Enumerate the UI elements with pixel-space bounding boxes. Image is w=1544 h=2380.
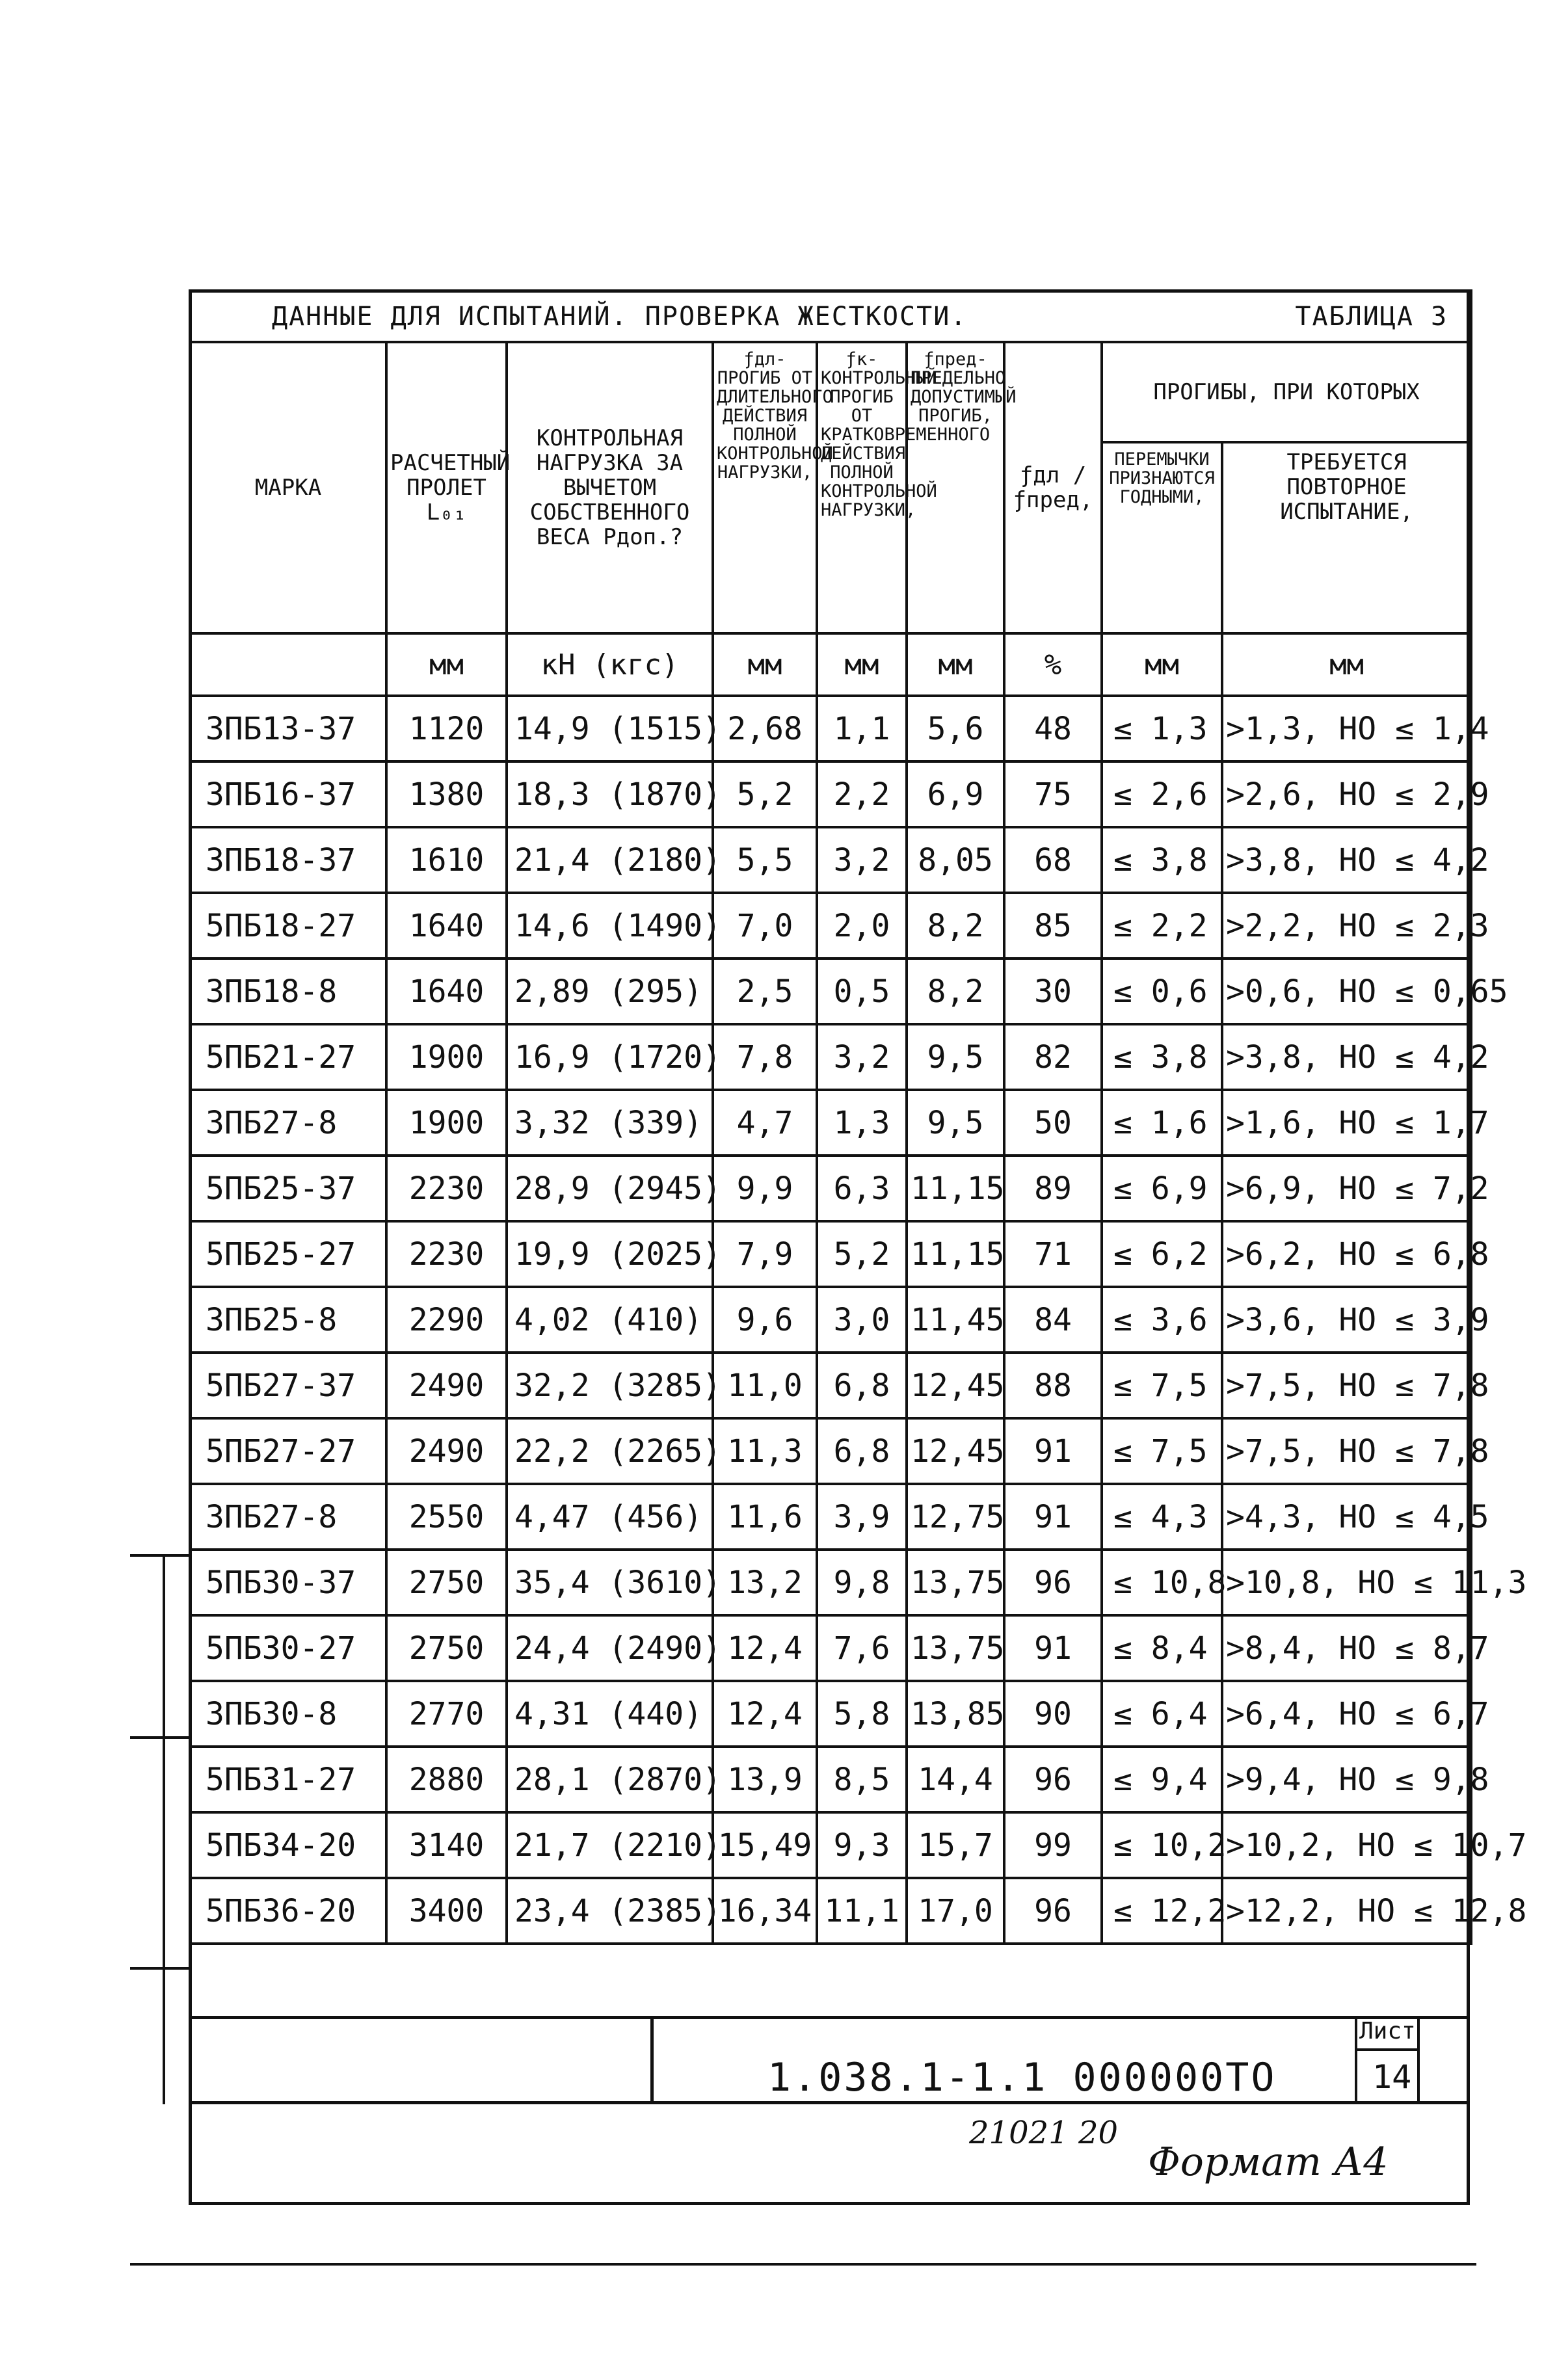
cell-povtor: >12,2, НО ≤ 12,8	[1222, 1878, 1471, 1944]
cell-povtor: >3,6, НО ≤ 3,9	[1222, 1287, 1471, 1353]
cell-f-dl: 9,9	[713, 1156, 817, 1221]
cell-f-dl: 12,4	[713, 1681, 817, 1747]
cell-f-dl: 11,0	[713, 1353, 817, 1418]
cell-f-dl: 4,7	[713, 1090, 817, 1156]
cell-f-pred: 11,15	[907, 1221, 1004, 1287]
unit-cell: мм	[713, 633, 817, 696]
cell-ratio: 91	[1004, 1418, 1102, 1484]
cell-ratio: 90	[1004, 1681, 1102, 1747]
cell-godnye: ≤ 7,5	[1102, 1418, 1222, 1484]
unit-cell: мм	[1102, 633, 1222, 696]
cell-f-pred: 8,2	[907, 959, 1004, 1024]
cell-f-pred: 13,75	[907, 1550, 1004, 1615]
cell-marka: 3ПБ27-8	[190, 1090, 386, 1156]
cell-f-k: 2,0	[817, 893, 907, 959]
cell-godnye: ≤ 2,6	[1102, 761, 1222, 827]
unit-cell: мм	[907, 633, 1004, 696]
cell-f-dl: 5,5	[713, 827, 817, 893]
cell-nagruzka: 28,1 (2870)	[507, 1747, 713, 1812]
cell-godnye: ≤ 7,5	[1102, 1353, 1222, 1418]
cell-prolet: 1900	[386, 1090, 507, 1156]
table-row	[190, 1418, 1471, 1484]
table-row	[190, 1024, 1471, 1090]
header-godnye: ПЕРЕМЫЧКИ ПРИЗНАЮТСЯ ГОДНЫМИ,	[1102, 442, 1222, 633]
cell-nagruzka: 19,9 (2025)	[507, 1221, 713, 1287]
cell-f-pred: 6,9	[907, 761, 1004, 827]
units-row	[190, 633, 1471, 696]
cell-prolet: 1900	[386, 1024, 507, 1090]
table-row	[190, 959, 1471, 1024]
cell-f-k: 6,3	[817, 1156, 907, 1221]
cell-povtor: >3,8, НО ≤ 4,2	[1222, 827, 1471, 893]
cell-ratio: 48	[1004, 696, 1102, 761]
cell-nagruzka: 24,4 (2490)	[507, 1615, 713, 1681]
cell-ratio: 85	[1004, 893, 1102, 959]
cell-marka: 5ПБ27-27	[190, 1418, 386, 1484]
cell-povtor: >6,2, НО ≤ 6,8	[1222, 1221, 1471, 1287]
cell-f-dl: 11,3	[713, 1418, 817, 1484]
sheet-divider	[1355, 2048, 1420, 2051]
cell-f-k: 11,1	[817, 1878, 907, 1944]
cell-marka: 5ПБ18-27	[190, 893, 386, 959]
cell-godnye: ≤ 6,4	[1102, 1681, 1222, 1747]
header-f-pred: ƒпред- ПРЕДЕЛЬНО ДОПУСТИМЫЙ ПРОГИБ,	[907, 342, 1004, 633]
cell-f-dl: 7,9	[713, 1221, 817, 1287]
cell-prolet: 1610	[386, 827, 507, 893]
cell-marka: 3ПБ18-37	[190, 827, 386, 893]
cell-f-pred: 15,7	[907, 1812, 1004, 1878]
cell-f-dl: 9,6	[713, 1287, 817, 1353]
unit-cell	[190, 633, 386, 696]
cell-f-pred: 11,45	[907, 1287, 1004, 1353]
cell-godnye: ≤ 4,3	[1102, 1484, 1222, 1550]
cell-prolet: 3140	[386, 1812, 507, 1878]
table-row	[190, 1156, 1471, 1221]
cell-ratio: 96	[1004, 1550, 1102, 1615]
cell-nagruzka: 4,02 (410)	[507, 1287, 713, 1353]
cell-f-k: 3,0	[817, 1287, 907, 1353]
cell-nagruzka: 32,2 (3285)	[507, 1353, 713, 1418]
cell-ratio: 96	[1004, 1878, 1102, 1944]
cell-nagruzka: 22,2 (2265)	[507, 1418, 713, 1484]
cell-marka: 5ПБ21-27	[190, 1024, 386, 1090]
left-stub-line	[130, 1967, 190, 1970]
cell-ratio: 99	[1004, 1812, 1102, 1878]
cell-f-dl: 5,2	[713, 761, 817, 827]
cell-f-pred: 17,0	[907, 1878, 1004, 1944]
unit-cell: %	[1004, 633, 1102, 696]
cell-ratio: 68	[1004, 827, 1102, 893]
sheet-number: 14	[1372, 2058, 1412, 2096]
cell-f-k: 2,2	[817, 761, 907, 827]
cell-f-k: 8,5	[817, 1747, 907, 1812]
cell-godnye: ≤ 8,4	[1102, 1615, 1222, 1681]
header-prolet: РАСЧЕТНЫЙ ПРОЛЕТ L₀₁	[386, 342, 507, 633]
cell-f-dl: 7,8	[713, 1024, 817, 1090]
cell-f-k: 5,2	[817, 1221, 907, 1287]
cell-prolet: 2230	[386, 1221, 507, 1287]
cell-f-dl: 16,34	[713, 1878, 817, 1944]
cell-f-k: 9,8	[817, 1550, 907, 1615]
cell-nagruzka: 35,4 (3610)	[507, 1550, 713, 1615]
cell-povtor: >8,4, НО ≤ 8,7	[1222, 1615, 1471, 1681]
header-f-dl: ƒдл- ПРОГИБ ОТ ДЛИТЕЛЬНОГО ДЕЙСТВИЯ ПОЛНОЙ КОНТРОЛЬНОЙ НАГРУЗКИ,	[713, 342, 817, 633]
table-row	[190, 696, 1471, 761]
table-row	[190, 1615, 1471, 1681]
cell-godnye: ≤ 1,3	[1102, 696, 1222, 761]
cell-prolet: 2290	[386, 1287, 507, 1353]
table-row	[190, 1878, 1471, 1944]
cell-ratio: 88	[1004, 1353, 1102, 1418]
cell-prolet: 3400	[386, 1878, 507, 1944]
left-stub-line	[130, 1554, 190, 1557]
cell-f-pred: 5,6	[907, 696, 1004, 761]
cell-marka: 3ПБ25-8	[190, 1287, 386, 1353]
cell-nagruzka: 2,89 (295)	[507, 959, 713, 1024]
cell-f-dl: 12,4	[713, 1615, 817, 1681]
cell-povtor: >1,3, НО ≤ 1,4	[1222, 696, 1471, 761]
cell-marka: 3ПБ18-8	[190, 959, 386, 1024]
cell-nagruzka: 14,6 (1490)	[507, 893, 713, 959]
table-row	[190, 1090, 1471, 1156]
table-row	[190, 827, 1471, 893]
cell-prolet: 2750	[386, 1550, 507, 1615]
cell-povtor: >6,9, НО ≤ 7,2	[1222, 1156, 1471, 1221]
cell-f-pred: 14,4	[907, 1747, 1004, 1812]
cell-nagruzka: 28,9 (2945)	[507, 1156, 713, 1221]
header-marka: МАРКА	[190, 342, 386, 633]
cell-nagruzka: 3,32 (339)	[507, 1090, 713, 1156]
cell-prolet: 2490	[386, 1418, 507, 1484]
cell-f-k: 7,6	[817, 1615, 907, 1681]
table-title: ДАННЫЕ ДЛЯ ИСПЫТАНИЙ. ПРОВЕРКА ЖЕСТКОСТИ.	[272, 301, 968, 332]
cell-ratio: 91	[1004, 1615, 1102, 1681]
cell-prolet: 2550	[386, 1484, 507, 1550]
unit-cell: кН (кгс)	[507, 633, 713, 696]
cell-ratio: 91	[1004, 1484, 1102, 1550]
cell-f-k: 1,3	[817, 1090, 907, 1156]
cell-nagruzka: 14,9 (1515)	[507, 696, 713, 761]
header-nagruzka: КОНТРОЛЬНАЯ НАГРУЗКА ЗА ВЫЧЕТОМ СОБСТВЕННОГО ВЕСА Pдоп.?	[507, 342, 713, 633]
cell-f-dl: 15,49	[713, 1812, 817, 1878]
table-row	[190, 761, 1471, 827]
document-code: 1.038.1-1.1 000000ТО	[767, 2055, 1277, 2100]
cell-povtor: >6,4, НО ≤ 6,7	[1222, 1681, 1471, 1747]
cell-prolet: 2750	[386, 1615, 507, 1681]
cell-povtor: >2,6, НО ≤ 2,9	[1222, 761, 1471, 827]
cell-prolet: 2880	[386, 1747, 507, 1812]
cell-f-k: 6,8	[817, 1418, 907, 1484]
cell-f-k: 3,2	[817, 827, 907, 893]
cell-povtor: >9,4, НО ≤ 9,8	[1222, 1747, 1471, 1812]
cell-f-pred: 11,15	[907, 1156, 1004, 1221]
cell-ratio: 75	[1004, 761, 1102, 827]
cell-godnye: ≤ 12,2	[1102, 1878, 1222, 1944]
header-f-k: ƒк- КОНТРОЛЬНЫЙ ПРОГИБ ОТ КРАТКОВРЕМЕННОГО ДЕЙСТВИЯ ПОЛНОЙ КОНТРОЛЬНОЙ НАГРУЗКИ,	[817, 342, 907, 633]
table-row	[190, 1747, 1471, 1812]
table-row	[190, 1681, 1471, 1747]
cell-godnye: ≤ 2,2	[1102, 893, 1222, 959]
table-title-row	[190, 291, 1471, 342]
cell-nagruzka: 18,3 (1870)	[507, 761, 713, 827]
cell-f-dl: 7,0	[713, 893, 817, 959]
cell-marka: 5ПБ31-27	[190, 1747, 386, 1812]
cell-f-pred: 9,5	[907, 1090, 1004, 1156]
table-number: ТАБЛИЦА 3	[1295, 301, 1448, 332]
table-row	[190, 1287, 1471, 1353]
cell-ratio: 50	[1004, 1090, 1102, 1156]
cell-marka: 5ПБ36-20	[190, 1878, 386, 1944]
sheet-label: Лист	[1359, 2018, 1416, 2044]
cell-prolet: 2490	[386, 1353, 507, 1418]
cell-marka: 5ПБ25-37	[190, 1156, 386, 1221]
table-row	[190, 1550, 1471, 1615]
cell-marka: 5ПБ30-37	[190, 1550, 386, 1615]
cell-nagruzka: 4,31 (440)	[507, 1681, 713, 1747]
header-povtor: ТРЕБУЕТСЯ ПОВТОРНОЕ ИСПЫТАНИЕ,	[1222, 442, 1471, 633]
cell-ratio: 71	[1004, 1221, 1102, 1287]
cell-marka: 3ПБ16-37	[190, 761, 386, 827]
cell-povtor: >0,6, НО ≤ 0,65	[1222, 959, 1471, 1024]
cell-f-k: 3,9	[817, 1484, 907, 1550]
cell-f-k: 1,1	[817, 696, 907, 761]
cell-f-dl: 13,9	[713, 1747, 817, 1812]
cell-f-dl: 11,6	[713, 1484, 817, 1550]
cell-f-pred: 12,75	[907, 1484, 1004, 1550]
cell-prolet: 1120	[386, 696, 507, 761]
cell-prolet: 1380	[386, 761, 507, 827]
cell-ratio: 84	[1004, 1287, 1102, 1353]
cell-prolet: 2770	[386, 1681, 507, 1747]
left-stub-line	[130, 1736, 190, 1739]
header-progiby: ПРОГИБЫ, ПРИ КОТОРЫХ	[1102, 342, 1471, 442]
left-margin-line	[163, 1554, 165, 2104]
cell-ratio: 96	[1004, 1747, 1102, 1812]
cell-nagruzka: 23,4 (2385)	[507, 1878, 713, 1944]
cell-f-pred: 8,2	[907, 893, 1004, 959]
unit-cell: мм	[386, 633, 507, 696]
cell-f-k: 0,5	[817, 959, 907, 1024]
cell-godnye: ≤ 6,9	[1102, 1156, 1222, 1221]
cell-povtor: >3,8, НО ≤ 4,2	[1222, 1024, 1471, 1090]
table-row	[190, 1812, 1471, 1878]
table-row	[190, 1484, 1471, 1550]
cell-f-k: 3,2	[817, 1024, 907, 1090]
cell-f-pred: 12,45	[907, 1353, 1004, 1418]
page-bottom-line	[130, 2263, 1476, 2266]
inventory-number: 21021 20	[969, 2115, 1119, 2151]
cell-marka: 3ПБ27-8	[190, 1484, 386, 1550]
cell-nagruzka: 21,7 (2210)	[507, 1812, 713, 1878]
cell-godnye: ≤ 10,8	[1102, 1550, 1222, 1615]
cell-povtor: >7,5, НО ≤ 7,8	[1222, 1353, 1471, 1418]
cell-povtor: >10,8, НО ≤ 11,3	[1222, 1550, 1471, 1615]
cell-godnye: ≤ 3,8	[1102, 827, 1222, 893]
unit-cell: мм	[1222, 633, 1471, 696]
cell-godnye: ≤ 6,2	[1102, 1221, 1222, 1287]
cell-marka: 3ПБ30-8	[190, 1681, 386, 1747]
cell-povtor: >10,2, НО ≤ 10,7	[1222, 1812, 1471, 1878]
cell-godnye: ≤ 1,6	[1102, 1090, 1222, 1156]
cell-marka: 5ПБ34-20	[190, 1812, 386, 1878]
cell-ratio: 89	[1004, 1156, 1102, 1221]
cell-nagruzka: 4,47 (456)	[507, 1484, 713, 1550]
header-ratio: ƒдл / ƒпред,	[1004, 342, 1102, 633]
cell-marka: 5ПБ25-27	[190, 1221, 386, 1287]
cell-f-dl: 13,2	[713, 1550, 817, 1615]
cell-f-pred: 13,75	[907, 1615, 1004, 1681]
unit-cell: мм	[817, 633, 907, 696]
cell-marka: 5ПБ27-37	[190, 1353, 386, 1418]
cell-povtor: >4,3, НО ≤ 4,5	[1222, 1484, 1471, 1550]
cell-godnye: ≤ 3,6	[1102, 1287, 1222, 1353]
cell-povtor: >1,6, НО ≤ 1,7	[1222, 1090, 1471, 1156]
table-row	[190, 1221, 1471, 1287]
cell-godnye: ≤ 10,2	[1102, 1812, 1222, 1878]
cell-f-pred: 13,85	[907, 1681, 1004, 1747]
cell-ratio: 30	[1004, 959, 1102, 1024]
cell-godnye: ≤ 0,6	[1102, 959, 1222, 1024]
cell-prolet: 2230	[386, 1156, 507, 1221]
cell-povtor: >7,5, НО ≤ 7,8	[1222, 1418, 1471, 1484]
cell-f-dl: 2,68	[713, 696, 817, 761]
cell-povtor: >2,2, НО ≤ 2,3	[1222, 893, 1471, 959]
table-row	[190, 893, 1471, 959]
cell-f-pred: 8,05	[907, 827, 1004, 893]
stiffness-table	[189, 289, 1527, 1945]
cell-f-dl: 2,5	[713, 959, 817, 1024]
cell-f-k: 9,3	[817, 1812, 907, 1878]
cell-f-pred: 12,45	[907, 1418, 1004, 1484]
cell-prolet: 1640	[386, 893, 507, 959]
cell-f-k: 6,8	[817, 1353, 907, 1418]
format-label: Формат А4	[1148, 2139, 1389, 2185]
cell-marka: 5ПБ30-27	[190, 1615, 386, 1681]
cell-nagruzka: 21,4 (2180)	[507, 827, 713, 893]
cell-ratio: 82	[1004, 1024, 1102, 1090]
cell-f-k: 5,8	[817, 1681, 907, 1747]
table-row	[190, 1353, 1471, 1418]
cell-godnye: ≤ 3,8	[1102, 1024, 1222, 1090]
cell-marka: 3ПБ13-37	[190, 696, 386, 761]
cell-godnye: ≤ 9,4	[1102, 1747, 1222, 1812]
cell-prolet: 1640	[386, 959, 507, 1024]
cell-nagruzka: 16,9 (1720)	[507, 1024, 713, 1090]
cell-f-pred: 9,5	[907, 1024, 1004, 1090]
